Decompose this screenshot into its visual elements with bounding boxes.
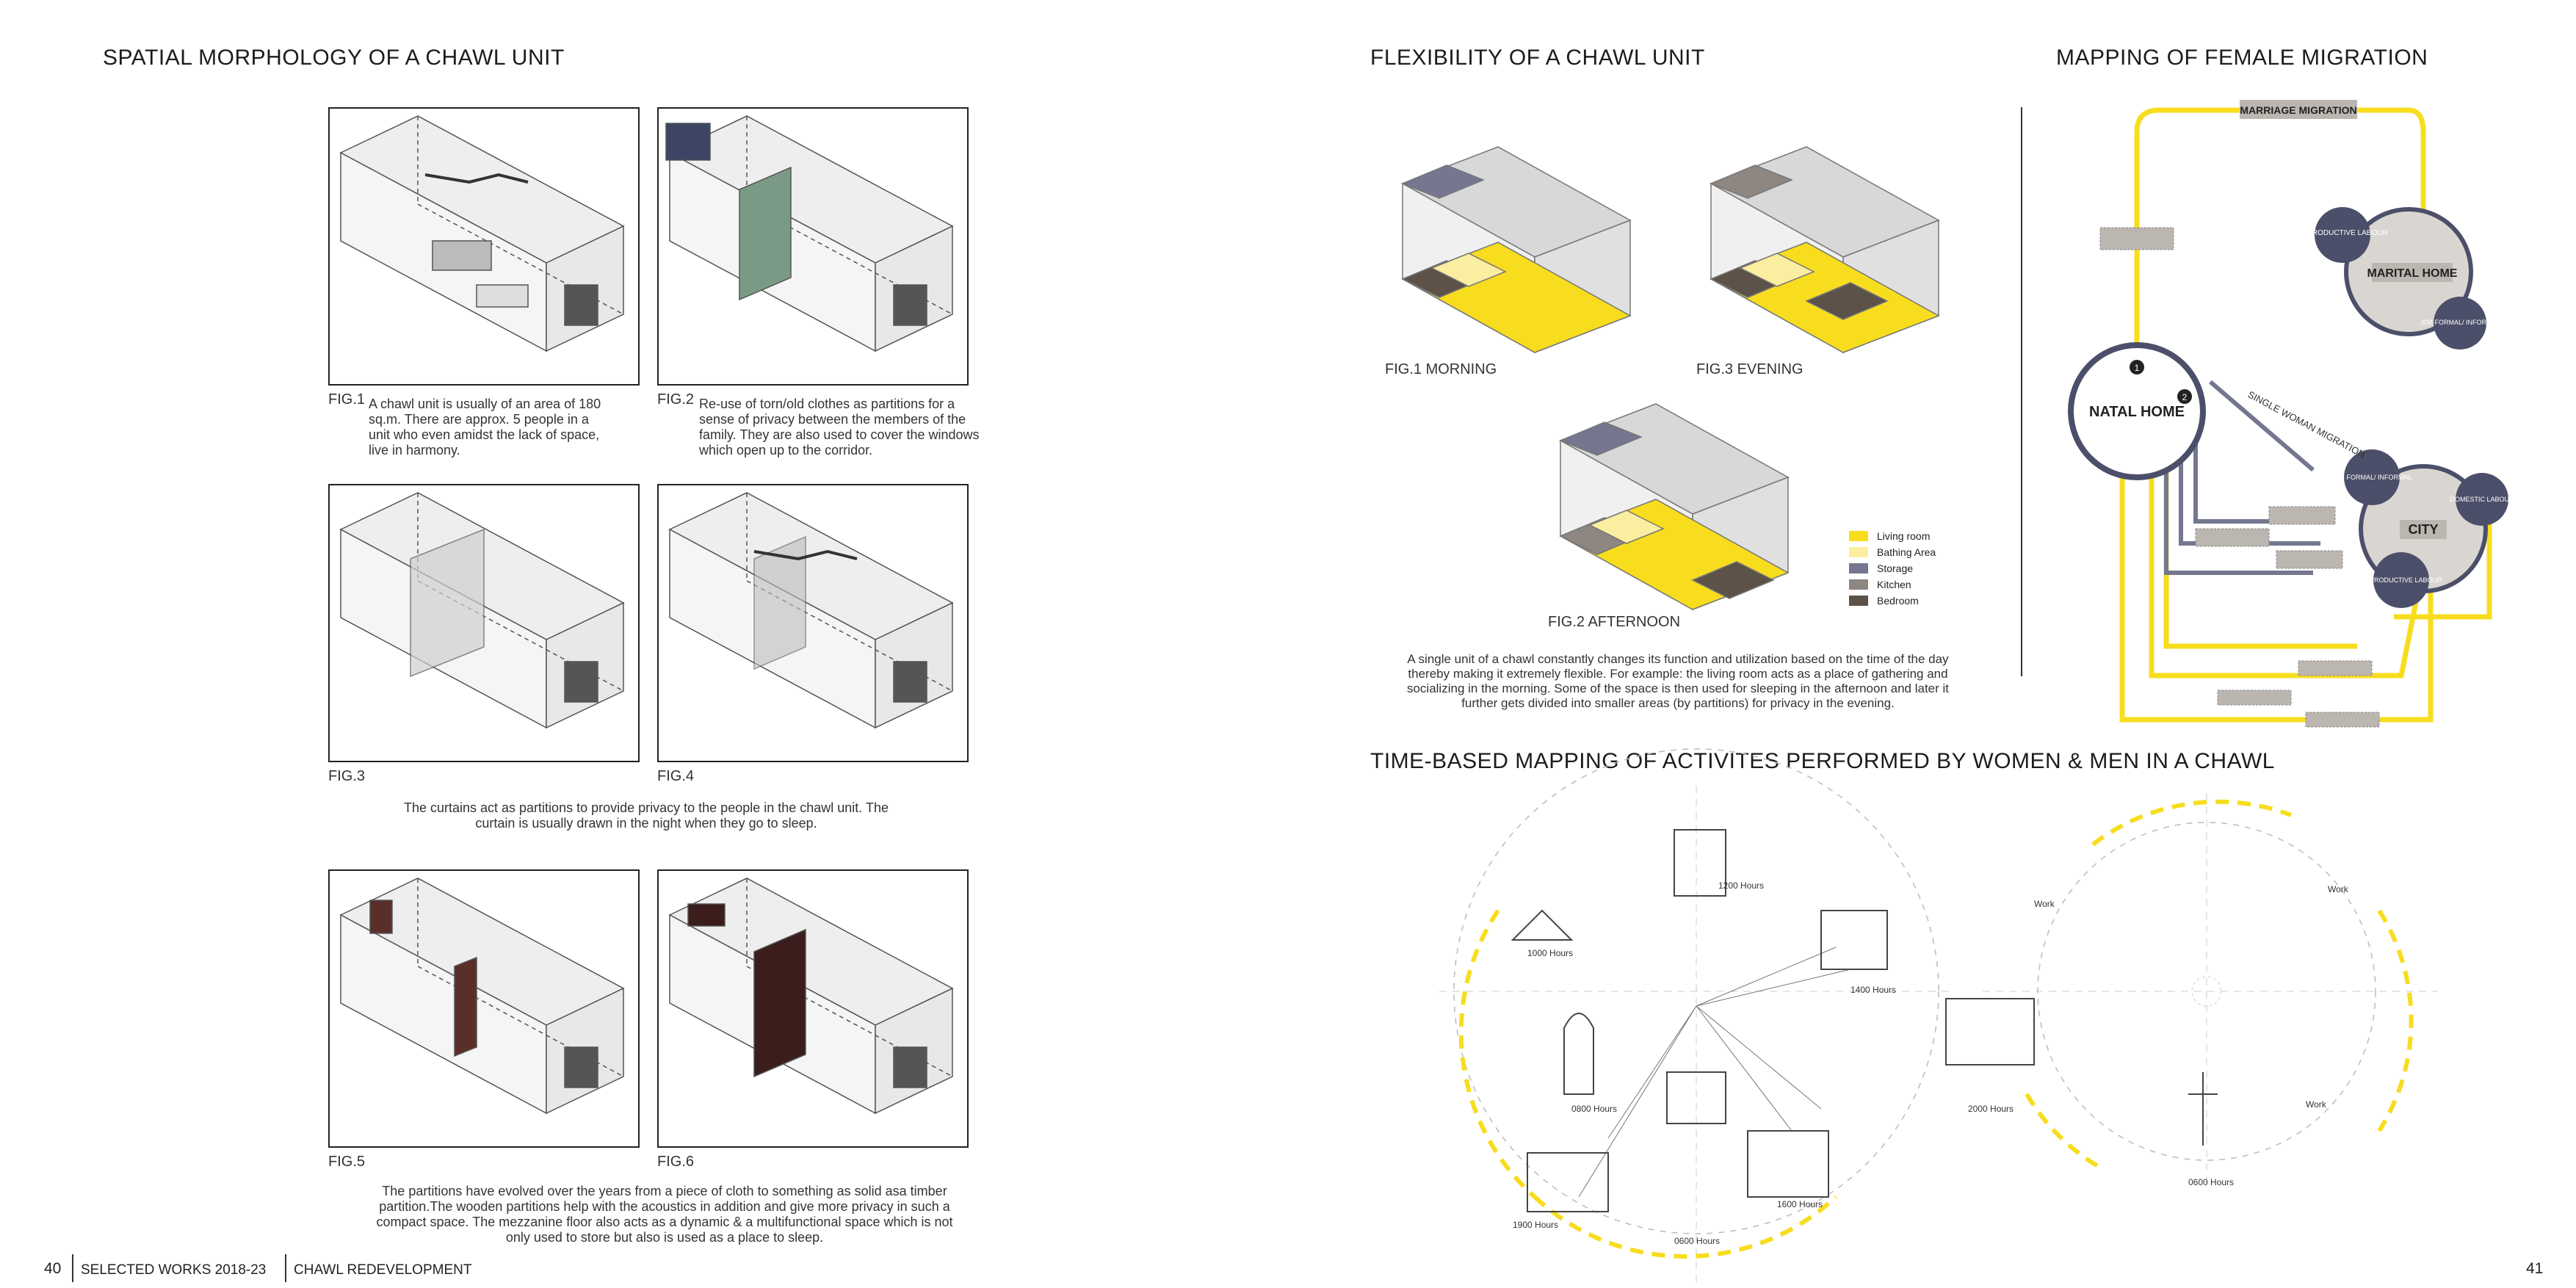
fig4-label: FIG.4 bbox=[657, 768, 695, 784]
domestic-label: DOMESTIC LABOUR bbox=[2450, 496, 2514, 503]
step-1: 1 bbox=[2134, 363, 2140, 373]
legend-label: Bathing Area bbox=[1877, 546, 1936, 558]
legend-swatch bbox=[1849, 579, 1868, 590]
fig3-isometric bbox=[328, 484, 640, 762]
job-label-2: JOB FORMAL/ INFORMAL bbox=[2331, 474, 2412, 481]
legend-item bbox=[1849, 562, 1936, 574]
men-work-2: Work bbox=[2328, 884, 2348, 894]
legend-swatch bbox=[1849, 531, 1868, 541]
job-label-1: JOB FORMAL/ INFORMAL bbox=[2420, 319, 2500, 326]
fig1-caption: A chawl unit is usually of an area of 180 sq.m. There are approx. 5 people in a unit who even amidst the lack of space, live in harmony. bbox=[369, 397, 601, 457]
footer-book: SELECTED WORKS 2018-23 bbox=[81, 1262, 267, 1278]
legend-item bbox=[1849, 595, 1936, 607]
city-label: CITY bbox=[2408, 522, 2439, 537]
flex-fig-morning: FIG.1 MORNING bbox=[1385, 361, 1497, 377]
legend-label: Kitchen bbox=[1877, 579, 1911, 590]
legend-item bbox=[1849, 579, 1936, 590]
fig2-caption: Re-use of torn/old clothes as partitions for a sense of privacy between the members of the family. They are also used to cover the windows which open up to the corridor. bbox=[699, 397, 980, 457]
fig6-label: FIG.6 bbox=[657, 1154, 695, 1170]
fig1-isometric bbox=[328, 107, 640, 386]
men-activity-clock bbox=[1924, 786, 2453, 1197]
row3-caption: The partitions have evolved over the years from a piece of cloth to something as solid asa timber partition.The wooden partitions help with the acoustics in addition and give more privacy in such a compact space. The mezzanine floor also acts as a dynamic & a multifunctional space which is not only used to store but also is used as a place to sleep. bbox=[376, 1184, 953, 1245]
page-number-left: 40 bbox=[44, 1260, 62, 1277]
reproductive-label-1: REPRODUCTIVE LABOUR bbox=[2297, 229, 2388, 237]
flex-title: FLEXIBILITY OF A CHAWL UNIT bbox=[1370, 46, 1705, 70]
hour-0800: 0800 Hours bbox=[1571, 1104, 1618, 1114]
time-title: TIME-BASED MAPPING OF ACTIVITES PERFORMED BY WOMEN & MEN IN A CHAWL bbox=[1370, 749, 2275, 773]
footer-project: CHAWL REDEVELOPMENT bbox=[294, 1262, 472, 1278]
hour-1200: 1200 Hours bbox=[1718, 880, 1765, 891]
hour-1600: 1600 Hours bbox=[1777, 1199, 1823, 1209]
reproductive-label-2: REPRODUCTIVE LABOUR bbox=[2360, 576, 2442, 584]
fig1-label: FIG.1 bbox=[328, 391, 366, 408]
men-hour-2000: 2000 Hours bbox=[1968, 1104, 2014, 1114]
marriage-migration-label: MARRIAGE MIGRATION bbox=[2240, 104, 2357, 116]
legend-swatch bbox=[1849, 547, 1868, 557]
section-divider bbox=[2021, 107, 2022, 676]
legend-label: Living room bbox=[1877, 530, 1931, 542]
marital-home-label: MARITAL HOME bbox=[2367, 267, 2458, 280]
legend-swatch bbox=[1849, 596, 1868, 606]
legend-label: Bedroom bbox=[1877, 595, 1919, 607]
migration-title: MAPPING OF FEMALE MIGRATION bbox=[2056, 46, 2428, 70]
hour-1000: 1000 Hours bbox=[1527, 948, 1574, 958]
legend-label: Storage bbox=[1877, 562, 1914, 574]
row2-caption: The curtains act as partitions to provide privacy to the people in the chawl unit. The curtain is usually drawn in the night when they go to sleep. bbox=[403, 800, 889, 831]
men-hour-0600: 0600 Hours bbox=[2188, 1177, 2235, 1187]
fig3-label: FIG.3 bbox=[328, 768, 366, 784]
hour-0600: 0600 Hours bbox=[1674, 1236, 1721, 1246]
fig5-label: FIG.5 bbox=[328, 1154, 366, 1170]
hour-1900: 1900 Hours bbox=[1513, 1220, 1559, 1230]
men-work-1: Work bbox=[2034, 899, 2055, 909]
fig5-isometric bbox=[328, 869, 640, 1148]
flex-fig-afternoon: FIG.2 AFTERNOON bbox=[1548, 614, 1681, 630]
fig2-isometric bbox=[657, 107, 969, 386]
flex-morning-iso bbox=[1388, 140, 1645, 360]
fig4-isometric bbox=[657, 484, 969, 762]
natal-home-label: NATAL HOME bbox=[2089, 404, 2185, 420]
flex-fig-evening: FIG.3 EVENING bbox=[1696, 361, 1803, 377]
flex-legend bbox=[1849, 530, 1936, 607]
hour-1400: 1400 Hours bbox=[1850, 985, 1897, 995]
step-2: 2 bbox=[2182, 392, 2188, 402]
legend-item bbox=[1849, 530, 1936, 542]
single-woman-label: SINGLE WOMAN MIGRATION bbox=[2246, 388, 2367, 460]
women-activity-clock bbox=[1439, 786, 1953, 1285]
left-page-title: SPATIAL MORPHOLOGY OF A CHAWL UNIT bbox=[103, 46, 565, 70]
migration-diagram bbox=[2049, 88, 2514, 734]
men-work-3: Work bbox=[2306, 1099, 2326, 1110]
legend-swatch bbox=[1849, 563, 1868, 574]
flex-evening-iso bbox=[1696, 140, 1953, 360]
footer-divider bbox=[72, 1254, 73, 1282]
flex-afternoon-iso bbox=[1546, 397, 1803, 617]
fig2-label: FIG.2 bbox=[657, 391, 695, 408]
footer-divider bbox=[285, 1254, 286, 1282]
fig6-isometric bbox=[657, 869, 969, 1148]
legend-item bbox=[1849, 546, 1936, 558]
page-number-right: 41 bbox=[2526, 1260, 2544, 1277]
flex-caption: A single unit of a chawl constantly changes its function and utilization based on the time of the day thereby making it extremely flexible. For example: the living room acts as a place of gathering and socializing in the morning. Some of the space is then used for sleeping in the afternoon and later it further gets divided into smaller areas (by partitions) for privacy in the evening. bbox=[1406, 652, 1950, 710]
